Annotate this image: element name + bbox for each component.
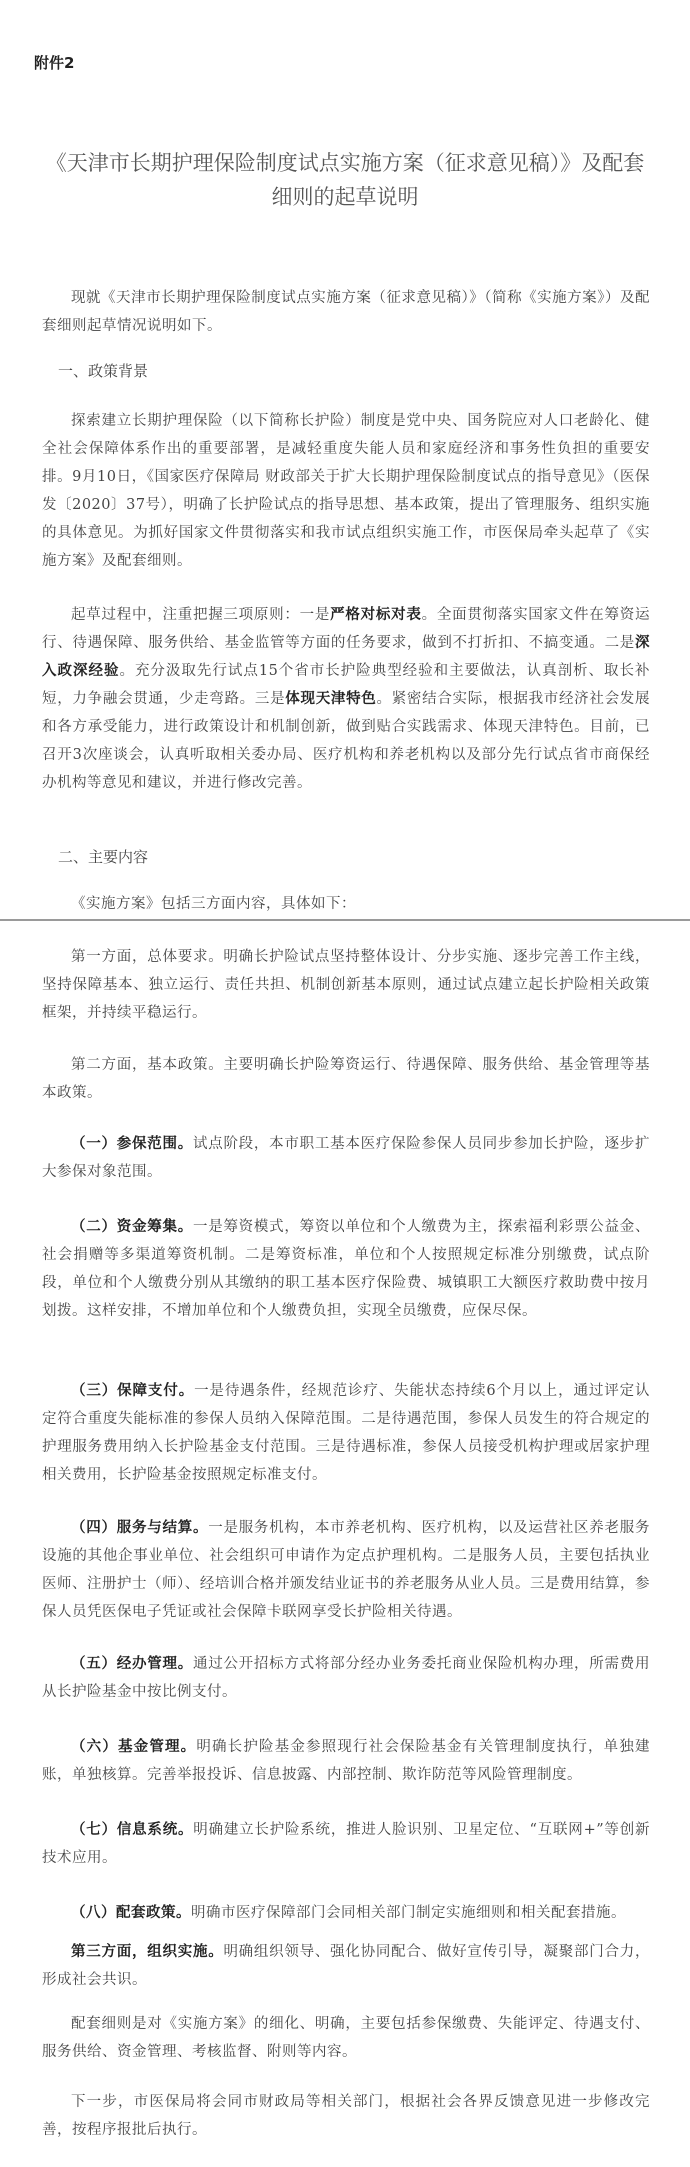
item-5-paragraph <box>42 1650 650 1706</box>
item-6-paragraph <box>42 1733 650 1789</box>
aspect-3-lead: 第三方面，组织实施。 <box>71 1943 224 1960</box>
section1-heading: 一、政策背景 <box>58 362 149 380</box>
principles-paragraph <box>42 601 650 797</box>
principles-text-c: 。全面贯彻落实国家文件在筹资运行、待遇保障、服务供给、基金监管等方面的任务要求，做到不打折扣、不搞变通。二是 <box>42 607 651 651</box>
principles-text-e: 。紧密结合实际，根据我市经济社会发展和各方承受能力，进行政策设计和机制创新，做到贴合实践需求、体现天津特色。目前，已召开3次座谈会，认真听取相关委办局、医疗机构和养老机构以及部分先行试点省市商保经办机构等意见和建议，并进行修改完善。 <box>42 691 651 791</box>
principles-text-d: 。充分汲取先行试点15个省市长护险典型经验和主要做法，认真剖析、取长补短，力争融会贯通，少走弯路。三是 <box>42 663 651 707</box>
attachment-label: 附件2 <box>34 54 75 72</box>
item-3-text: 一是待遇条件，经规范诊疗、失能状态持续6个月以上，通过评定认定符合重度失能标准的参保人员纳入保障范围。二是待遇范围，参保人员发生的符合规定的护理服务费用纳入长护险基金支付范围。三是待遇标准，参保人员接受机构护理或居家护理相关费用，长护险基金按照规定标准支付。 <box>42 1383 650 1483</box>
item-2-lead: （二）资金筹集。 <box>71 1218 193 1235</box>
item-1-paragraph <box>42 1130 650 1186</box>
aspect-2-paragraph: 第二方面，基本政策。主要明确长护险筹资运行、待遇保障、服务供给、基金管理等基本政策。 <box>42 1057 650 1101</box>
principle-3: 体现天津特色 <box>285 690 377 707</box>
page-title: 《天津市长期护理保险制度试点实施方案（征求意见稿）》及配套细则的起草说明 <box>45 151 645 209</box>
item-6-text: 明确长护险基金参照现行社会保险基金有关管理制度执行，单独建账，单独核算。完善举报投诉、信息披露、内部控制、欺诈防范等风险管理制度。 <box>42 1739 651 1783</box>
aspect-3-text: 明确组织领导、强化协同配合、做好宣传引导，凝聚部门合力，形成社会共识。 <box>42 1944 651 1988</box>
item-8-text: 明确市医疗保障部门会同相关部门制定实施细则和相关配套措施。 <box>191 1905 626 1921</box>
item-4-lead: （四）服务与结算。 <box>71 1519 209 1536</box>
background-paragraph-1: 探索建立长期护理保险（以下简称长护险）制度是党中央、国务院应对人口老龄化、健全社会保障体系作出的重要部署，是减轻重度失能人员和家庭经济和事务性负担的重要安排。9月10日，《国家医疗保障局 财政部关于扩大长期护理保险制度试点的指导意见》（医保发〔2020〕37号），明确了长护险试点的指导思想、基本政策，提出了管理服务、组织实施的具体意见。为抓好国家文件贯彻落实和我市试点组织实施工作，市医保局牵头起草了《实施方案》及配套细则。 <box>42 413 650 569</box>
item-2-text: 一是筹资模式，筹资以单位和个人缴费为主，探索福利彩票公益金、社会捐赠等多渠道筹资机制。二是筹资标准，单位和个人按照规定标准分别缴费，试点阶段，单位和个人缴费分别从其缴纳的职工基本医疗保险费、城镇职工大额医疗救助费中按月划拨。这样安排，不增加单位和个人缴费负担，实现全员缴费，应保尽保。 <box>42 1219 651 1319</box>
item-1-lead: （一）参保范围。 <box>71 1135 193 1152</box>
item-4-text: 一是服务机构，本市养老机构、医疗机构，以及运营社区养老服务设施的其他企事业单位、社会组织可申请作为定点护理机构。二是服务人员，主要包括执业医师、注册护士（师）、经培训合格并颁发结业证书的养老服务从业人员。三是费用结算，参保人员凭医保电子凭证或社会保障卡联网享受长护险相关待遇。 <box>42 1520 651 1620</box>
page-divider <box>0 919 690 921</box>
item-8-paragraph <box>42 1899 650 1927</box>
item-7-lead: （七）信息系统。 <box>71 1821 194 1838</box>
aspect-1-paragraph: 第一方面，总体要求。明确长护险试点坚持整体设计、分步实施、逐步完善工作主线，坚持保障基本、独立运行、责任共担、机制创新基本原则，通过试点建立起长护险相关政策框架，并持续平稳运行。 <box>42 949 650 1021</box>
supporting-rules-paragraph: 配套细则是对《实施方案》的细化、明确，主要包括参保缴费、失能评定、待遇支付、服务供给、资金管理、考核监督、附则等内容。 <box>42 2016 650 2060</box>
principle-2: 深入政深经验 <box>42 634 650 679</box>
principle-1: 严格对标对表 <box>330 606 422 623</box>
item-3-paragraph <box>42 1377 650 1489</box>
item-6-lead: （六）基金管理。 <box>71 1738 197 1755</box>
section2-heading: 二、主要内容 <box>58 848 149 866</box>
contents-intro: 《实施方案》包括三方面内容，具体如下： <box>71 896 356 912</box>
item-7-paragraph <box>42 1816 650 1872</box>
item-2-paragraph <box>42 1213 650 1325</box>
item-5-text: 通过公开招标方式将部分经办业务委托商业保险机构办理，所需费用从长护险基金中按比例支付。 <box>42 1656 651 1700</box>
aspect-3-paragraph <box>42 1938 650 1994</box>
item-4-paragraph <box>42 1514 650 1626</box>
item-3-lead: （三）保障支付。 <box>71 1382 195 1399</box>
item-7-text: 明确建立长护险系统，推进人脸识别、卫星定位、“互联网+”等创新技术应用。 <box>42 1822 650 1866</box>
next-steps-paragraph: 下一步，市医保局将会同市财政局等相关部门，根据社会各界反馈意见进一步修改完善，按程序报批后执行。 <box>42 2094 650 2138</box>
item-8-lead: （八）配套政策。 <box>71 1904 191 1921</box>
principles-text-a: 起草过程中，注重把握三项原则：一是 <box>71 607 331 623</box>
item-5-lead: （五）经办管理。 <box>71 1655 193 1672</box>
item-1-text: 试点阶段，本市职工基本医疗保险参保人员同步参加长护险，逐步扩大参保对象范围。 <box>42 1136 651 1180</box>
intro-paragraph: 现就《天津市长期护理保险制度试点实施方案（征求意见稿）》（简称《实施方案》）及配套细则起草情况说明如下。 <box>42 290 650 334</box>
